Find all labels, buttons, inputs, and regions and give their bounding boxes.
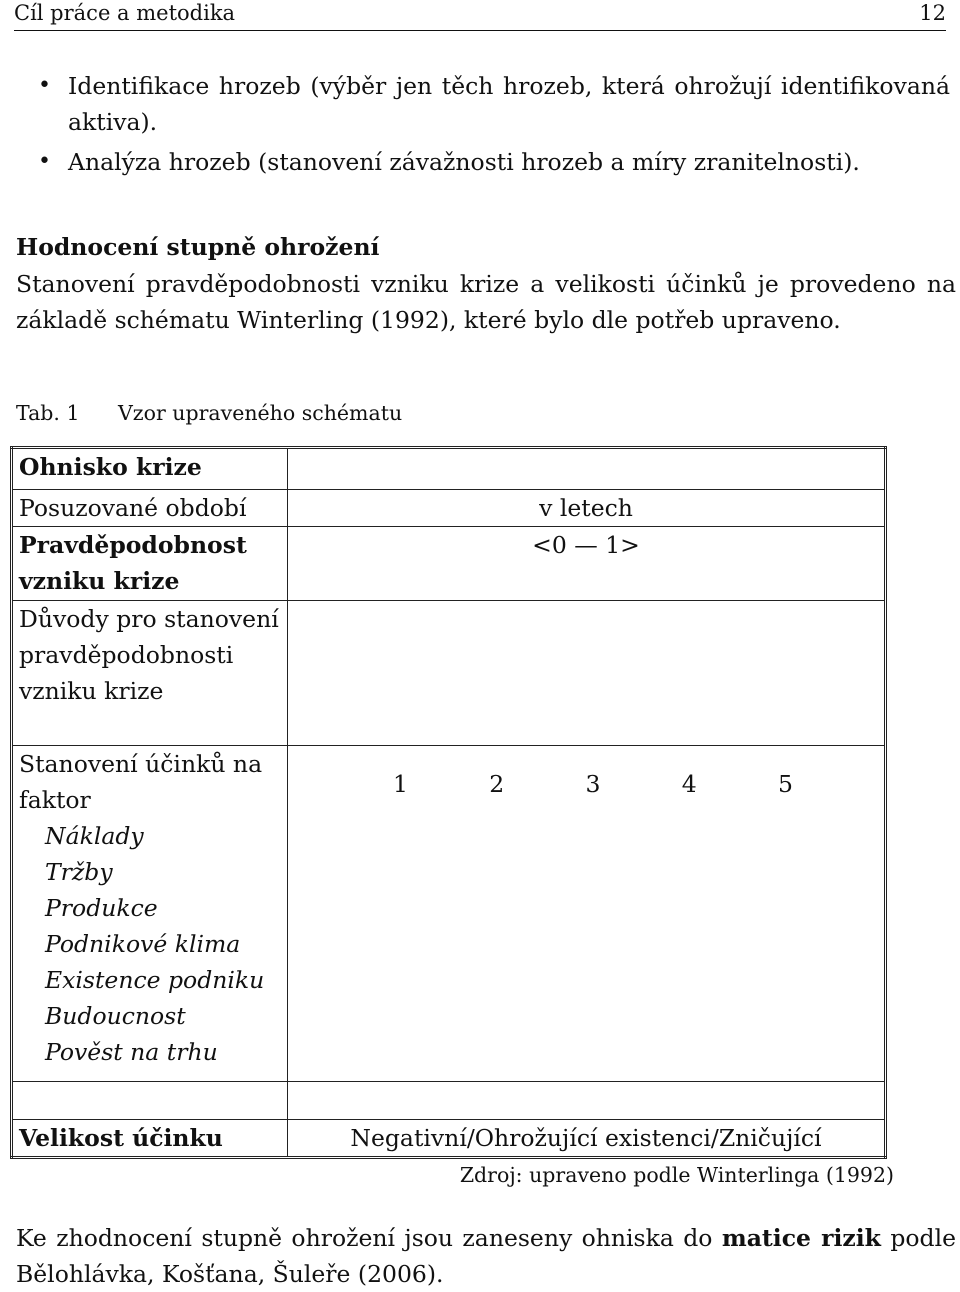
table-cell-empty [288, 1082, 886, 1120]
table-cell-effects [12, 746, 288, 1082]
table-cell-empty [288, 448, 886, 490]
magnitude-value: Negativní/Ohrožující existenci/Zničující [350, 1124, 822, 1152]
table-caption [16, 398, 402, 428]
table-cell-magnitude [12, 1120, 288, 1158]
table-caption-text: Vzor upraveného schématu [118, 401, 403, 425]
table-source: Zdroj: upraveno podle Winterlinga (1992) [459, 1163, 894, 1187]
factor-item: Podnikové klima [45, 930, 241, 958]
magnitude-label: Velikost účinku [19, 1124, 223, 1152]
table-cell-reasons [12, 601, 288, 746]
factor-item: Existence podniku [45, 966, 265, 994]
closing-text: podle Bělohlávka, Košťana, Šuleře (2006). [16, 1224, 956, 1288]
closing-text: Ke zhodnocení stupně ohrožení jsou zaneseny ohniska do [16, 1224, 722, 1252]
page-header [14, 0, 946, 31]
scale-value: 3 [585, 770, 601, 798]
bullet-list [16, 68, 950, 180]
table-cell-empty [288, 601, 886, 746]
scale-value: 4 [681, 770, 697, 798]
effects-label: Stanovení účinků na faktor [19, 750, 263, 814]
reasons-label: Důvody pro stanovení pravděpodobnosti vzniku krize [19, 605, 279, 705]
probability-label: Pravděpodobnost vzniku krize [19, 531, 247, 595]
scale-value: 2 [489, 770, 505, 798]
page-number: 12 [919, 1, 946, 25]
factor-item: Tržby [45, 858, 113, 886]
effect-scale [379, 766, 793, 802]
factor-item: Náklady [45, 822, 144, 850]
focus-label: Ohnisko krize [19, 453, 202, 481]
table-cell-empty [12, 1082, 288, 1120]
bullet-item: • Identifikace hrozeb (výběr jen těch hrozeb, která ohrožují identifikovaná aktiva). [16, 68, 950, 140]
factor-item: Produkce [45, 894, 158, 922]
chapter-title: Cíl práce a metodika [14, 1, 236, 25]
table-cell-probability [12, 527, 288, 601]
table-cell-period-value [288, 490, 886, 527]
closing-paragraph [16, 1220, 956, 1292]
scale-value: 1 [393, 770, 408, 798]
scale-value: 5 [778, 770, 793, 798]
table-cell-focus [12, 448, 288, 490]
table-cell-magnitude-value [288, 1120, 886, 1158]
table-cell-scale [288, 746, 886, 1082]
period-label: Posuzované období [19, 494, 247, 522]
table-cell-probability-value [288, 527, 886, 601]
table-caption-label: Tab. 1 [16, 401, 80, 425]
table-cell-period [12, 490, 288, 527]
schema-table [10, 446, 887, 1159]
bullet-item: • Analýza hrozeb (stanovení závažnosti hrozeb a míry zranitelnosti). [16, 144, 950, 180]
factor-item: Pověst na trhu [45, 1038, 218, 1066]
probability-value: <0 — 1> [532, 531, 640, 559]
period-value: v letech [539, 494, 633, 522]
closing-bold-term: matice rizik [721, 1224, 881, 1252]
section-heading: Hodnocení stupně ohrožení [16, 233, 380, 261]
factor-item: Budoucnost [45, 1002, 186, 1030]
section-paragraph: Stanovení pravděpodobnosti vzniku krize a velikosti účinků je provedeno na základě schématu Winterling (1992), které bylo dle potřeb upraveno. [16, 270, 956, 334]
